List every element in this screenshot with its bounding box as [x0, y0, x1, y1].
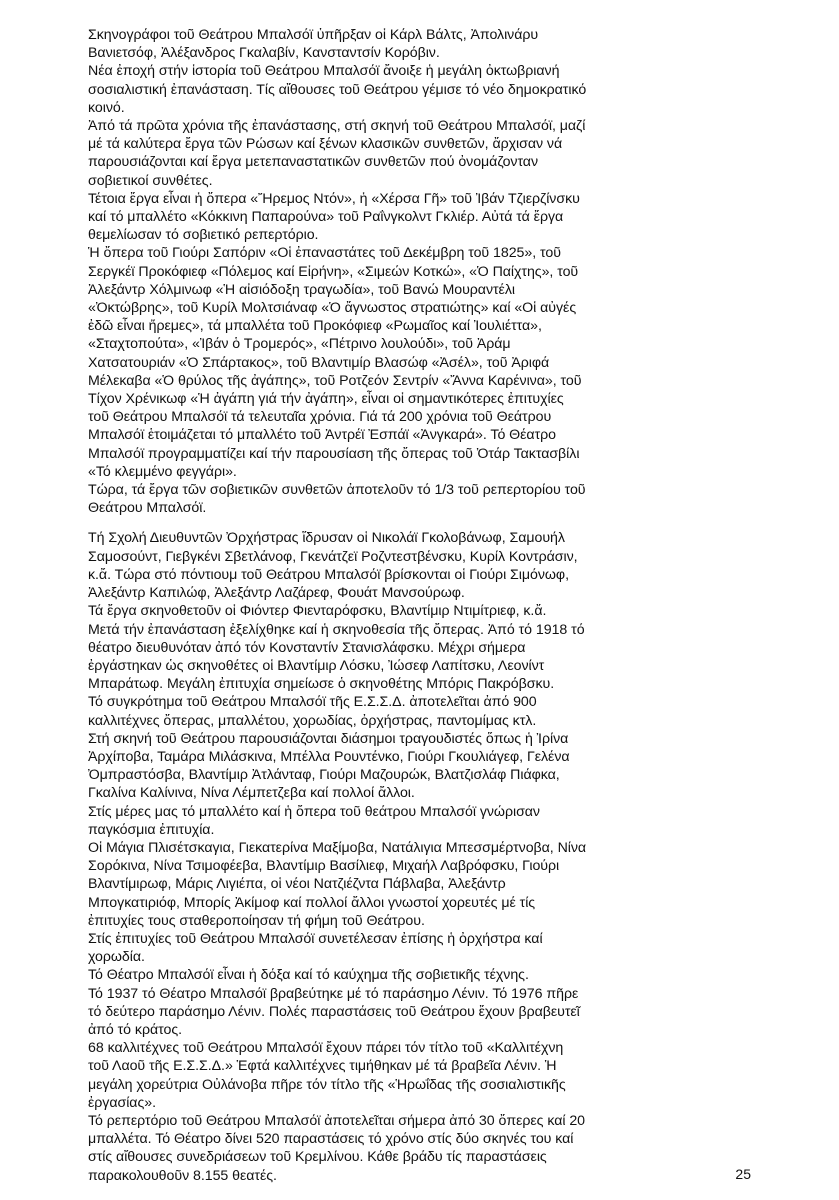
paragraph-singers: Στή σκηνή τοῦ Θεάτρου παρουσιάζονται διάσημοι τραγουδιστές ὅπως ἡ Ἰρίνα Ἀρχίποβα, Ταμάρα Μιλάσκινα, Μπέλλα Ρουντένκο, Γιούρι Γκουλιάγεφ, Γελένα Ὀμπραστόσβα, Βλαντίμιρ Ἀτλάνταφ, Γιούρι Μαζουρώκ, Βλατζισλάφ Πιάφκα, Γκαλίνα Καλίνινα, Νίνα Λέμπετζεβα καί πολλοί ἄλλοι.	[88, 730, 570, 802]
document-page	[88, 26, 768, 1185]
paragraph-conductors-school: Τή Σχολή Διευθυντῶν Ὀρχήστρας ἵδρυσαν οἱ Νικολάϊ Γκολοβάνωφ, Σαμουήλ Σαμοσούντ, Γιεβγκένι Σβετλάνοφ, Γκενάτζεϊ Ροζντεστβένσκυ, Κυρίλ Κοντράσιν, κ.ἄ. Τώρα στό πόντιουμ τοῦ Θεάτρου Μπαλσόϊ βρίσκονται οἱ Γιούρι Σιμόνωφ, Ἀλεξάντρ Καπιλώφ, Ἀλεξάντρ Λαζάρεφ, Φουάτ Μανσούρωφ.	[88, 530, 578, 602]
paragraph-early-revolution: Ἀπό τά πρῶτα χρόνια τῆς ἐπανάστασης, στή σκηνή τοῦ Θεάτρου Μπαλσόϊ, μαζί μέ τά καλύτερα ἔργα τῶν Ρώσων καί ξένων κλασικῶν συνθετῶν, ἄρχισαν νά παρουσιάζονται καί ἔργα μετεπαναστατικῶν συνθετῶν πού ὀνομάζονταν σοβιετικοί συνθέτες.	[88, 118, 586, 189]
paragraph-pride: Τό Θέατρο Μπαλσόϊ εἶναι ἡ δόξα καί τό καύχημα τῆς σοβιετικῆς τέχνης.	[88, 967, 529, 984]
paragraph-world-success: Στίς μέρες μας τό μπαλλέτο καί ἡ ὄπερα τοῦ θεάτρου Μπαλσόϊ γνώρισαν παγκόσμια ἐπιτυχία.	[88, 803, 540, 838]
paragraph-orchestra-choir: Στίς ἐπιτυχίες τοῦ Θεάτρου Μπαλσόϊ συνετέλεσαν ἐπίσης ἡ ὀρχήστρα καί χορωδία.	[88, 930, 543, 966]
paragraph-awards: Τό 1937 τό Θέατρο Μπαλσόϊ βραβεύτηκε μέ τό παράσημο Λένιν. Τό 1976 πῆρε τό δεύτερο παράσημο Λένιν. Πολές παραστάσεις τοῦ Θεάτρου ἔχουν βραβευτεῖ ἀπό τό κράτος.	[88, 985, 580, 1038]
paragraph-repertoire-share: Τώρα, τά ἔργα τῶν σοβιετικῶν συνθετῶν ἀποτελοῦν τό 1/3 τοῦ ρεπερτορίου τοῦ Θεάτρου Μπαλσόϊ.	[88, 482, 586, 517]
paragraph-recent-successes: Ἡ ὄπερα τοῦ Γιούρι Σαπόριν «Οἱ ἐπαναστάτες τοῦ Δεκέμβρη τοῦ 1825», τοῦ Σεργκέϊ Προκόφιεφ «Πόλεμος καί Εἰρήνη», «Σιμεών Κοτκώ», «Ὁ Παίχτης», τοῦ Ἀλεξάντρ Χόλμινωφ «Ἡ αἰσιόδοξη τραγωδία», τοῦ Βανώ Μουραντέλι «Ὀκτώβρης», τοῦ Κυρίλ Μολτσιάναφ «Ὁ ἄγνωστος στρατιώτης» καί «Οἱ αὐγές ἐδῶ εἶναι ἤρεμες», τά μπαλλέτα τοῦ Προκόφιεφ «Ρωμαῖος καί Ἰουλιέττα», «Σταχτοπούτα», «Ἰβάν ὁ Τρομερός», «Πέτρινο λουλούδι», τοῦ Ἀράμ Χατσατουριάν «Ὁ Σπάρτακος», τοῦ Βλαντιμίρ Βλασώφ «Ἀσέλ», τοῦ Ἀριφά Μέλεκαβα «Ὁ θρύλος τῆς ἀγάπης», τοῦ Ροτζεόν Σεντρίν «Ἄννα Καρένινα», τοῦ Τίχον Χρένικωφ «Ἡ ἀγάπη γιά τήν ἀγάπη», εἶναι οἱ σημαντικότερες ἐπιτυχίες τοῦ Θεάτρου Μπαλσόϊ τά τελευταῖα χρόνια. Γιά τά 200 χρόνια τοῦ Θεάτρου Μπαλσόϊ ἑτοιμάζεται τό μπαλλέτο τοῦ Ἀντρέϊ Ἐσπάϊ «Ἀνγκαρά». Τό Θέατρο Μπαλσόϊ προγραμματίζει καί τήν παρουσίαση τῆς ὄπερας τοῦ Ὀτάρ Τακτασβίλι «Τό κλεμμένο φεγγάρι».	[88, 245, 582, 480]
paragraph-new-era: Νέα ἐποχή στήν ἱστορία τοῦ Θεάτρου Μπαλσόϊ ἄνοιξε ἡ μεγάλη ὀκτωβριανή σοσιαλιστική ἐπανάσταση. Τίς αἴθουσες τοῦ Θεάτρου γέμισε τό νέο δημοκρατικό κοινό.	[88, 63, 587, 116]
section-gap	[88, 517, 768, 529]
paragraph-current-repertoire: Τό ρεπερτόριο τοῦ Θεάτρου Μπαλσόϊ ἀποτελεῖται σήμερα ἀπό 30 ὄπερες καί 20 μπαλλέτα. Τό Θέατρο δίνει 520 παραστάσεις τό χρόνο στίς δύο σκηνές του καί στίς αἴθουσες συνεδριάσεων τοῦ Κρεμλίνου. Κάθε βράδυ τίς παραστάσεις παρακολουθοῦν 8.155 θεατές.	[88, 1112, 586, 1184]
paragraph-dancers: Οἱ Μάγια Πλισέτσκαγια, Γιεκατερίνα Μαξίμοβα, Νατάλιγια Μπεσσμέρτνοβα, Νίνα Σορόκινα, Νίνα Τσιμοφέεβα, Βλαντίμιρ Βασίλιεφ, Μιχαήλ Λαβρόφσκυ, Γιούρι Βλαντίμιρωφ, Μάρις Λιγιέπα, οἱ νέοι Νατζιέζντα Πάβλαβα, Ἀλεξάντρ Μπογκατιριόφ, Μπορίς Ἀκίμοφ καί πολλοί ἄλλοι γνωστοί χορευτές μέ τίς ἐπιτυχίες τους σταθεροποίησαν τή φήμη τοῦ Θεάτρου.	[88, 839, 587, 929]
page-number: 25	[735, 1166, 751, 1182]
paragraph-set-designers: Σκηνογράφοι τοῦ Θεάτρου Μπαλσόϊ ὑπῆρξαν οἱ Κάρλ Βάλτς, Ἀπολινάρυ Βανιετσόφ, Ἀλέξανδρος Γκαλαβίν, Κανσταντσίν Κορόβιν.	[88, 27, 539, 62]
paragraph-artists-titles: 68 καλλιτέχνες τοῦ Θεάτρου Μπαλσόϊ ἔχουν πάρει τόν τίτλο τοῦ «Καλλιτέχνη τοῦ Λαοῦ τῆς Ε.Σ.Σ.Δ.» Ἑφτά καλλιτέχνες τιμήθηκαν μέ τά βραβεῖα Λένιν. Ἡ μεγάλη χορεύτρια Οὐλάνοβα πῆρε τόν τίτλο τῆς «Ἡρωΐδας τῆς σοσιαλιστικῆς ἐργασίας».	[88, 1040, 566, 1111]
paragraph-directors: Τά ἔργα σκηνοθετοῦν οἱ Φιόντερ Φιενταρόφσκυ, Βλαντίμιρ Ντιμίτριεφ, κ.ἄ. Μετά τήν ἐπανάσταση ἐξελίχθηκε καί ἡ σκηνοθεσία τῆς ὄπερας. Ἀπό τό 1918 τό θέατρο διευθυνόταν ἀπό τόν Κονσταντίν Στανισλάφσκυ. Μέχρι σήμερα ἐργάστηκαν ὡς σκηνοθέτες οἱ Βλαντίμιρ Λόσκυ, Ἰώσεφ Λαπίτσκυ, Λεονίντ Μπαράτωφ. Μεγάλη ἐπιτυχία σημείωσε ὁ σκηνοθέτης Μπόρις Πακρόβσκυ.	[88, 603, 585, 693]
paragraph-company-size: Τό συγκρότημα τοῦ Θεάτρου Μπαλσόϊ τῆς Ε.Σ.Σ.Δ. ἀποτελεῖται ἀπό 900 καλλιτέχνες ὄπερας, μπαλλέτου, χορωδίας, ὀρχήστρας, παντομίμας κτλ.	[88, 694, 537, 729]
paragraph-soviet-works: Τέτοια ἔργα εἶναι ἡ ὄπερα «Ἤρεμος Ντόν», ἡ «Χέρσα Γῆ» τοῦ Ἰβάν Τζιερζίνσκυ καί τό μπαλλέτο «Κόκκινη Παπαρούνα» τοῦ Ραΐνγκολντ Γκλιέρ. Αὐτά τά ἔργα θεμελίωσαν τό σοβιετικό ρεπερτόριο.	[88, 190, 580, 244]
